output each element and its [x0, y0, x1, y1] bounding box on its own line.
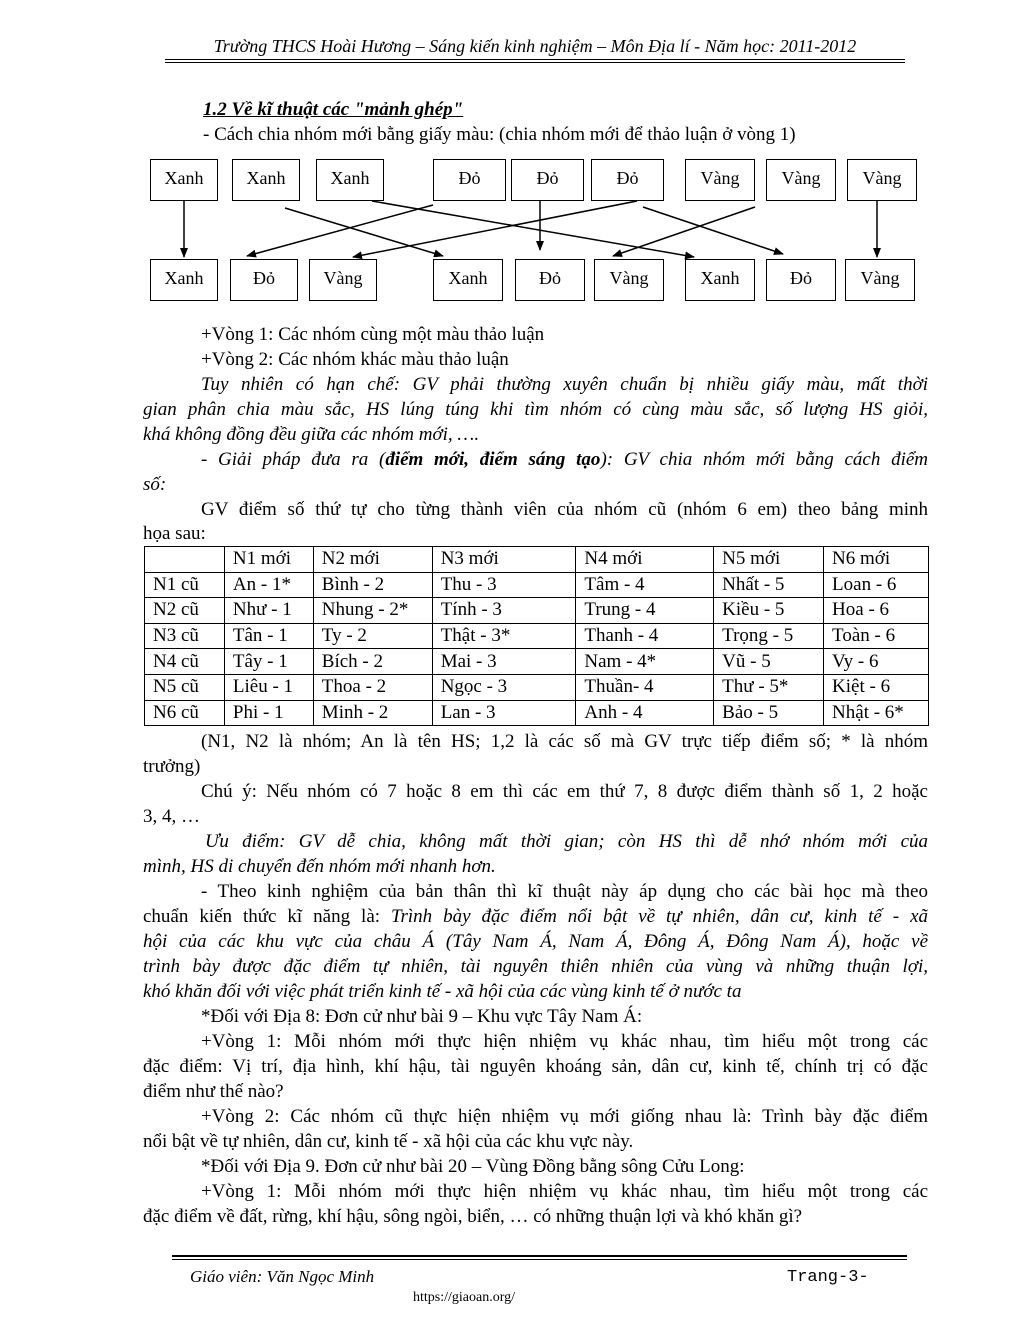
page-header: Trường THCS Hoài Hương – Sáng kiến kinh nghiệm – Môn Địa lí - Năm học: 2011-2012	[213, 36, 857, 56]
giai-phap-c: ): GV chia nhóm mới bằng cách điểm	[600, 449, 928, 470]
uu-diem-line-1: Ưu điểm: GV dễ chia, không mất thời gian; còn HS thì dễ nhớ nhóm mới của	[205, 831, 928, 852]
table-header-cell: N2 mới	[313, 547, 432, 573]
kinh-nghiem-line-2	[143, 904, 928, 929]
chu-y-line-2: 3, 4, …	[143, 806, 200, 827]
table-header-cell: N3 mới	[432, 547, 576, 573]
footer-teacher-name: : Văn Ngọc Minh	[256, 1267, 375, 1286]
table-cell: N3 cũ	[145, 623, 225, 649]
table-cell: Lan - 3	[432, 700, 576, 726]
table-cell: Bảo - 5	[714, 700, 824, 726]
table-cell: Anh - 4	[576, 700, 714, 726]
kinh-nghiem-line-1: - Theo kinh nghiệm của bản thân thì kĩ thuật này áp dụng cho các bài học mà theo	[201, 881, 928, 902]
han-che-line-3: khá không đồng đều giữa các nhóm mới, ….	[143, 424, 480, 445]
method-line: - Cách chia nhóm mới bằng giấy màu: (chia nhóm mới để thảo luận ở vòng 1)	[203, 124, 796, 145]
table-cell: Tâm - 4	[576, 572, 714, 598]
bottom-box-3: Vàng	[309, 259, 377, 301]
table-header-row	[145, 547, 929, 573]
table-cell: Nhật - 6*	[824, 700, 929, 726]
vong2-text: +Vòng 2: Các nhóm khác màu thảo luận	[201, 349, 509, 370]
bottom-box-1: Xanh	[150, 259, 218, 301]
table-cell: Thoa - 2	[313, 674, 432, 700]
table-header-cell: N6 mới	[824, 547, 929, 573]
table-cell: Tây - 1	[224, 649, 313, 675]
table-cell: Trung - 4	[576, 598, 714, 624]
top-box-4: Đỏ	[433, 159, 506, 201]
top-box-3: Xanh	[316, 159, 384, 201]
table-header-cell: N5 mới	[714, 547, 824, 573]
table-cell: Tân - 1	[224, 623, 313, 649]
table-row	[145, 598, 929, 624]
table-cell: Liêu - 1	[224, 674, 313, 700]
table-cell: Thư - 5*	[714, 674, 824, 700]
top-box-8: Vàng	[766, 159, 836, 201]
uu-diem-line-2: mình, HS di chuyển đến nhóm mới nhanh hơn.	[143, 856, 496, 877]
diagram-arrows	[0, 0, 1024, 320]
kinh-nghiem-line-3: hội của các khu vực của châu Á (Tây Nam Á, Nam Á, Đông Á, Đông Nam Á), hoặc về	[143, 931, 928, 952]
table-cell: An - 1*	[224, 572, 313, 598]
arrow-2	[285, 208, 443, 256]
footer-page-number: Trang-3-	[787, 1268, 869, 1287]
han-che-line-2: gian phân chia màu sắc, HS lúng túng khi tìm nhóm có cùng màu sắc, số lượng HS giỏi,	[143, 399, 928, 420]
bottom-box-8: Đỏ	[766, 259, 836, 301]
table-cell: Như - 1	[224, 598, 313, 624]
giai-phap-line-2: số:	[143, 474, 167, 495]
table-cell: Mai - 3	[432, 649, 576, 675]
arrow-8	[613, 207, 755, 256]
bottom-box-7: Xanh	[685, 259, 755, 301]
arrow-7	[643, 207, 783, 254]
table-row	[145, 572, 929, 598]
table-cell: Thật - 3*	[432, 623, 576, 649]
dia8-heading: *Đối với Địa 8: Đơn cử như bài 9 – Khu vực Tây Nam Á:	[201, 1006, 643, 1027]
table-cell: Ty - 2	[313, 623, 432, 649]
gv-diem-line-2: họa sau:	[143, 523, 206, 544]
top-box-9: Vàng	[847, 159, 917, 201]
dia9-v1-line-1: +Vòng 1: Mỗi nhóm mới thực hiện nhiệm vụ khác nhau, tìm hiểu một trong các	[201, 1181, 928, 1202]
footer-teacher	[190, 1267, 374, 1287]
note-line-1: (N1, N2 là nhóm; An là tên HS; 1,2 là các số mà GV trực tiếp điểm số; * là nhóm	[201, 731, 928, 752]
table-cell: Trọng - 5	[714, 623, 824, 649]
table-cell: Thanh - 4	[576, 623, 714, 649]
table-cell: N2 cũ	[145, 598, 225, 624]
table-cell: Bích - 2	[313, 649, 432, 675]
table-cell: N5 cũ	[145, 674, 225, 700]
top-box-7: Vàng	[685, 159, 755, 201]
footer-teacher-label: Giáo viên	[190, 1267, 257, 1286]
giai-phap-bold: điểm mới, điểm sáng tạo	[385, 449, 601, 470]
giai-phap-line-1	[143, 447, 928, 472]
kinh-nghiem-2a: chuẩn kiến thức kĩ năng là:	[143, 906, 391, 927]
giai-phap-a: - Giải pháp đưa ra (	[201, 449, 386, 470]
table-cell: Loan - 6	[824, 572, 929, 598]
dia8-v1-line-3: điểm như thế nào?	[143, 1081, 284, 1102]
table-cell: N1 cũ	[145, 572, 225, 598]
table-row	[145, 649, 929, 675]
section-title: 1.2 Về kĩ thuật các "mảnh ghép"	[203, 99, 464, 120]
dia8-v1-line-1: +Vòng 1: Mỗi nhóm mới thực hiện nhiệm vụ khác nhau, tìm hiểu một trong các	[201, 1031, 928, 1052]
table-cell: Hoa - 6	[824, 598, 929, 624]
table-cell: Thuần- 4	[576, 674, 714, 700]
table-cell: Vy - 6	[824, 649, 929, 675]
group-table	[144, 546, 929, 726]
table-cell: Vũ - 5	[714, 649, 824, 675]
kinh-nghiem-line-5: khó khăn đối với việc phát triển kinh tế - xã hội của các vùng kinh tế ở nước ta	[143, 981, 742, 1002]
dia8-v1-line-2: đặc điểm: Vị trí, địa hình, khí hậu, tài nguyên khoáng sản, dân cư, kinh tế, chính trị có đặc	[143, 1056, 928, 1077]
kinh-nghiem-2b: Trình bày đặc điểm nổi bật về tự nhiên, dân cư, kinh tế - xã	[390, 906, 928, 927]
table-row	[145, 623, 929, 649]
table-cell: Kiều - 5	[714, 598, 824, 624]
gv-diem-line-1: GV điểm số thứ tự cho từng thành viên của nhóm cũ (nhóm 6 em) theo bảng minh	[201, 499, 928, 520]
table-header-cell: N1 mới	[224, 547, 313, 573]
dia8-v2-line-2: nổi bật về tự nhiên, dân cư, kinh tế - xã hội của các khu vực này.	[143, 1131, 634, 1152]
dia8-v2-line-1: +Vòng 2: Các nhóm cũ thực hiện nhiệm vụ mới giống nhau là: Trình bày đặc điểm	[201, 1106, 928, 1127]
table-cell: Ngọc - 3	[432, 674, 576, 700]
table-row	[145, 700, 929, 726]
footer-url[interactable]: https://giaoan.org/	[413, 1290, 516, 1305]
table-cell: Kiệt - 6	[824, 674, 929, 700]
arrow-4	[247, 205, 433, 256]
top-box-2: Xanh	[232, 159, 300, 201]
table-cell: N4 cũ	[145, 649, 225, 675]
vong1-text: +Vòng 1: Các nhóm cùng một màu thảo luận	[201, 324, 545, 345]
table-cell: Minh - 2	[313, 700, 432, 726]
bottom-box-6: Vàng	[594, 259, 664, 301]
note-line-2: trưởng)	[143, 756, 201, 777]
footer-rule	[172, 1255, 907, 1257]
bottom-box-4: Xanh	[433, 259, 503, 301]
bottom-box-2: Đỏ	[230, 259, 298, 301]
table-cell: Toàn - 6	[824, 623, 929, 649]
table-cell: Thu - 3	[432, 572, 576, 598]
dia9-heading: *Đối với Địa 9. Đơn cử như bài 20 – Vùng Đồng bằng sông Cửu Long:	[201, 1156, 745, 1177]
top-box-6: Đỏ	[591, 159, 664, 201]
han-che-line-1: Tuy nhiên có hạn chế: GV phải thường xuyên chuẩn bị nhiều giấy màu, mất thời	[201, 374, 928, 395]
dia9-v1-line-2: đặc điểm về đất, rừng, khí hậu, sông ngòi, biển, … có những thuận lợi và khó khăn gì?	[143, 1206, 803, 1227]
top-box-5: Đỏ	[511, 159, 584, 201]
table-cell: Nhất - 5	[714, 572, 824, 598]
table-row	[145, 674, 929, 700]
footer-rule-thin	[172, 1259, 907, 1260]
top-box-1: Xanh	[150, 159, 218, 201]
table-header-cell	[145, 547, 225, 573]
bottom-box-9: Vàng	[845, 259, 915, 301]
kinh-nghiem-line-4: trình bày được đặc điểm tự nhiên, tài nguyên thiên nhiên của vùng và những thuận lợi,	[143, 956, 928, 977]
table-cell: N6 cũ	[145, 700, 225, 726]
table-cell: Tính - 3	[432, 598, 576, 624]
table-cell: Nam - 4*	[576, 649, 714, 675]
table-cell: Phi - 1	[224, 700, 313, 726]
chu-y-line-1: Chú ý: Nếu nhóm có 7 hoặc 8 em thì các em thứ 7, 8 được điểm thành số 1, 2 hoặc	[201, 781, 928, 802]
bottom-box-5: Đỏ	[515, 259, 585, 301]
table-header-cell: N4 mới	[576, 547, 714, 573]
table-cell: Nhung - 2*	[313, 598, 432, 624]
table-cell: Bình - 2	[313, 572, 432, 598]
arrow-6	[353, 201, 637, 257]
